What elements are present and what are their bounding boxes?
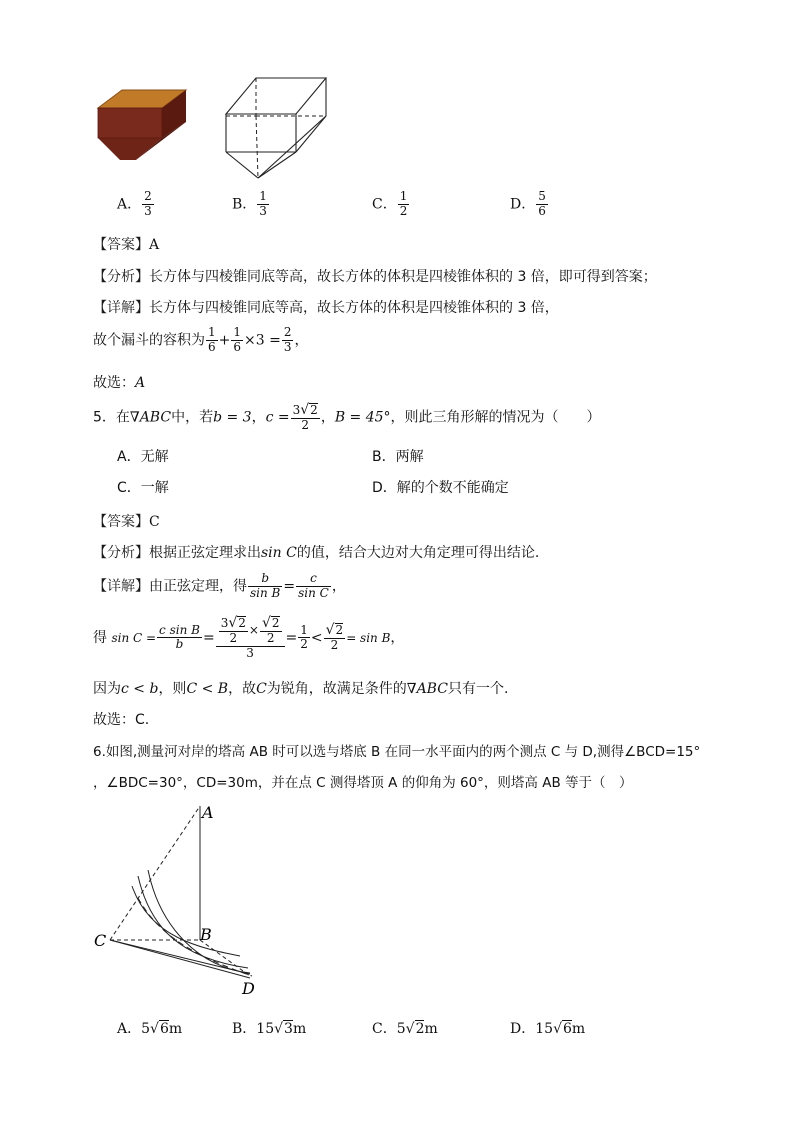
q5-option-b[interactable] [372, 446, 424, 466]
only-one: 只有一个. [447, 681, 509, 697]
label-d: D [242, 979, 255, 998]
option-text: 两解 [395, 449, 424, 465]
angle-c: C [256, 681, 267, 697]
option-letter: B． [232, 1021, 257, 1037]
q5-detail [93, 572, 346, 601]
c-fraction: $\frac{3√2}{2}$ [292, 402, 318, 433]
option-letter: A． [117, 1021, 142, 1037]
coef: 15 [535, 1021, 554, 1037]
detail-tag: 【详解】 [93, 300, 149, 316]
fraction: $\frac{\text{c sin B}}{b}$ [159, 622, 200, 652]
equals: = [283, 578, 296, 595]
unit: m [571, 1021, 586, 1037]
coef: 15 [256, 1021, 275, 1037]
punct: ， [320, 409, 335, 426]
punct: ， [331, 578, 346, 595]
q5-answer [93, 511, 160, 531]
answer-value: A [149, 237, 160, 253]
answer-tag: 【答案】 [93, 237, 149, 253]
triangle-symbol: ∇ABC [129, 409, 172, 426]
choose-letter: A [135, 375, 146, 391]
question-number: 5．在 [93, 409, 130, 426]
plus-sign: + [218, 332, 231, 349]
q6-option-c[interactable] [372, 1018, 438, 1038]
sqrt-icon: √ [274, 1021, 284, 1037]
c-label: c = [265, 409, 290, 426]
fraction: $\frac{2}{3}$ [283, 325, 292, 354]
option-letter: A． [117, 196, 142, 213]
q4-option-d[interactable] [510, 190, 549, 219]
acute-text: 为锐角，故满足条件的 [266, 681, 407, 697]
analysis-text-tail: 的值，结合大边对大角定理可得出结论. [296, 545, 540, 561]
equals: = [202, 629, 215, 646]
unit: m [292, 1021, 307, 1037]
option-letter: C． [372, 196, 397, 213]
sqrt-icon: √ [553, 1021, 562, 1037]
triangle-symbol: ∇ABC [406, 681, 448, 697]
angle-c-lt-b: C < B [186, 681, 229, 697]
analysis-tag: 【分析】 [93, 269, 149, 285]
fraction: $\frac{√2}{2}$ [325, 622, 344, 653]
punct: ， [390, 629, 405, 646]
angle-b: B = 45° [334, 409, 391, 426]
q6-option-a[interactable] [117, 1018, 182, 1038]
option-letter: D． [510, 196, 536, 213]
times-expr: ×3 = [244, 332, 281, 349]
c-lt-b: c < b [121, 681, 159, 697]
option-letter: A． [117, 449, 141, 465]
q5-choose: 故选：C. [93, 712, 150, 728]
de-label: 得 [93, 629, 107, 646]
coef: 5 [141, 1021, 151, 1037]
answer-tag: 【答案】 [93, 514, 149, 530]
radicand: 2 [415, 1021, 425, 1037]
label-a: A [202, 803, 214, 822]
funnel-wireframe-figure [222, 74, 334, 182]
sin-b: = sin B [346, 630, 391, 645]
sqrt-icon: √ [150, 1021, 159, 1037]
detail-text: 长方体与四棱锥同底等高，故长方体的体积是四棱锥体积的 3 倍， [149, 300, 559, 316]
less-than: < [310, 629, 323, 646]
q5-option-c[interactable] [117, 477, 169, 497]
q5-stem [93, 402, 601, 433]
unit: m [424, 1021, 438, 1037]
q6-stem-line1: 6.如图,测量河对岸的塔高 AB 时可以选与塔底 B 在同一水平面内的两个测点 C 与 D,测得∠BCD=15° [93, 744, 701, 760]
option-text: 一解 [140, 480, 169, 496]
q5-option-a[interactable] [117, 446, 169, 466]
option-fraction: $\frac{1}{2}$ [399, 189, 408, 218]
q6-option-d[interactable] [510, 1018, 585, 1038]
equals: = [285, 629, 298, 646]
option-letter: C． [372, 1021, 397, 1037]
then: ，则 [158, 681, 187, 697]
radicand: 3 [284, 1021, 293, 1037]
q5-analysis [93, 542, 539, 562]
q4-option-c[interactable] [372, 190, 410, 219]
option-letter: B． [232, 196, 257, 213]
sqrt-icon: √ [405, 1021, 415, 1037]
fraction: $\frac{1}{2}$ [300, 622, 308, 652]
stem-text: 中，若 [171, 409, 214, 426]
option-fraction: $\frac{2}{3}$ [144, 189, 152, 218]
analysis-text: 根据正弦定理求出 [149, 545, 261, 561]
radicand: 6 [159, 1021, 169, 1037]
label-c: C [94, 931, 107, 950]
answer-value: C [149, 514, 160, 530]
option-letter: C． [117, 480, 141, 496]
tower-diagram [90, 798, 270, 998]
volume-prefix: 故个漏斗的容积为 [93, 332, 205, 349]
punct: ， [251, 409, 266, 426]
stem-tail: ，则此三角形解的情况为（ ） [390, 409, 601, 426]
funnel-solid-figure [96, 86, 188, 166]
q4-option-a[interactable] [117, 190, 155, 219]
radicand: 6 [562, 1021, 572, 1037]
analysis-tag: 【分析】 [93, 545, 149, 561]
q5-conclusion [93, 678, 508, 698]
option-letter: D． [510, 1021, 536, 1037]
q5-sinc-line [93, 615, 404, 661]
option-fraction: $\frac{5}{6}$ [538, 189, 546, 218]
detail-text: 由正弦定理，得 [149, 578, 247, 595]
q4-answer [93, 234, 159, 254]
fraction: $\frac{b}{\text{sin B}}$ [250, 571, 281, 600]
q4-volume-line [93, 326, 308, 355]
q4-analysis [93, 266, 657, 286]
q4-option-b[interactable] [232, 190, 270, 219]
detail-tag: 【详解】 [93, 578, 149, 595]
sinc-lhs: sin C = [111, 630, 157, 645]
fraction: $\frac{1}{6}$ [208, 325, 216, 354]
sin-c: sin C [261, 545, 297, 561]
because: 因为 [93, 681, 121, 697]
option-letter: D． [372, 480, 397, 496]
b-value: b = 3 [213, 409, 252, 426]
analysis-text: 长方体与四棱锥同底等高，故长方体的体积是四棱锥体积的 3 倍，即可得到答案； [149, 269, 657, 285]
so: ，故 [228, 681, 257, 697]
choose-label: 故选： [93, 375, 135, 391]
option-text: 无解 [140, 449, 169, 465]
coef: 5 [396, 1021, 406, 1037]
unit: m [168, 1021, 183, 1037]
nested-fraction: $\frac{3√2}{2}$ × $\frac{√2}{2}$ 3 [216, 615, 285, 661]
option-letter: B． [372, 449, 396, 465]
option-fraction: $\frac{1}{3}$ [259, 189, 267, 218]
q6-stem-line2: ，∠BDC=30°，CD=30m，并在点 C 测得塔顶 A 的仰角为 60°，则塔高 AB 等于（ ） [93, 775, 633, 791]
q6-option-b[interactable] [232, 1018, 306, 1038]
option-text: 解的个数不能确定 [396, 480, 509, 496]
q4-detail [93, 297, 559, 317]
label-b: B [200, 925, 212, 944]
punct: ， [294, 332, 309, 349]
fraction: $\frac{1}{6}$ [233, 325, 242, 354]
q4-choose [93, 372, 145, 392]
fraction: $\frac{c}{\text{sin C}}$ [298, 571, 329, 600]
q5-option-d[interactable] [372, 477, 509, 497]
